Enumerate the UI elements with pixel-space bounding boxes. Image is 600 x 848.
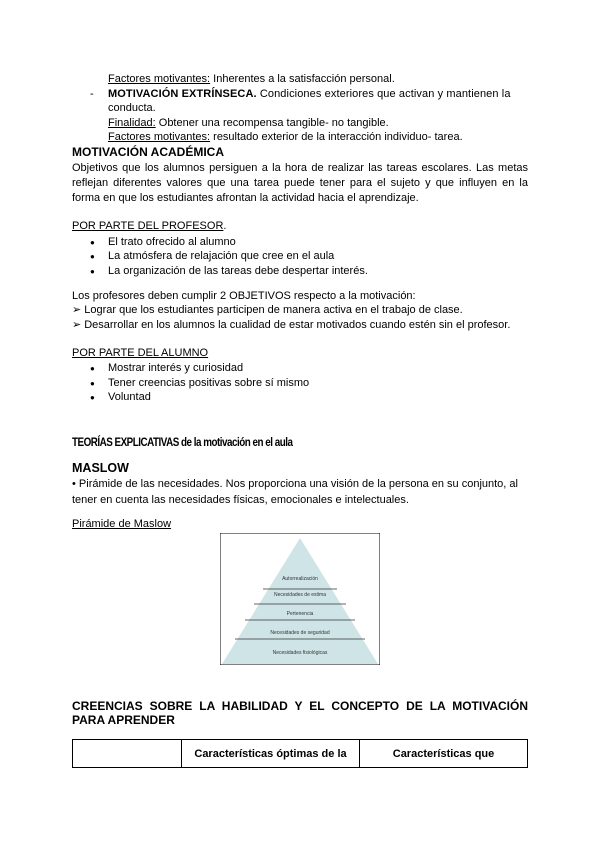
factores-motivantes-text: Inherentes a la satisfacción personal. <box>210 73 395 85</box>
finalidad-label: Finalidad: <box>108 117 156 129</box>
finalidad-text: Obtener una recompensa tangible- no tangible. <box>155 117 389 129</box>
factores-motivantes-line <box>108 72 395 86</box>
teorias-title: TEORÍAS EXPLICATIVAS de la motivación en el aula <box>72 435 293 449</box>
pyramid-level-label: Necesidades de estima <box>274 592 326 598</box>
objetivo-item: ➢ Lograr que los estudiantes participen de manera activa en el trabajo de clase. <box>72 303 463 317</box>
table-header-cell: Características que <box>360 740 528 768</box>
pyramid-level-label: Necesidades de seguridad <box>270 630 330 636</box>
extrinseca-text: Condiciones exteriores que activan y mantienen la <box>256 88 511 100</box>
maslow-pyramid <box>220 533 380 665</box>
profesor-item: ● El trato ofrecido al alumno <box>108 235 236 249</box>
profesor-item: ● La organización de las tareas debe despertar interés. <box>108 264 368 278</box>
creencias-title-line1: CREENCIAS SOBRE LA HABILIDAD Y EL CONCEPTO DE LA MOTIVACIÓN <box>72 699 528 713</box>
extrinseca-label: MOTIVACIÓN EXTRÍNSECA. <box>108 88 257 100</box>
table-row <box>73 740 528 768</box>
maslow-bullet: • <box>72 478 76 490</box>
extrinseca-continuation: conducta. <box>108 102 156 114</box>
profesor-item: ● La atmósfera de relajación que cree en el aula <box>108 249 334 263</box>
table-header-cell <box>73 740 182 768</box>
finalidad-line <box>108 116 389 130</box>
maslow-title: MASLOW <box>72 461 129 475</box>
list-dash: - <box>90 88 94 100</box>
alumno-item: ● Mostrar interés y curiosidad <box>108 361 243 375</box>
factores-motivantes-2-text: resultado exterior de la interacción individuo- tarea. <box>210 131 463 143</box>
creencias-table <box>72 739 528 768</box>
objetivos-intro: Los profesores deben cumplir 2 OBJETIVOS respecto a la motivación: <box>72 290 416 302</box>
creencias-title <box>72 699 528 727</box>
factores-motivantes-2-label: Factores motivantes: <box>108 131 211 143</box>
alumno-item: ● Voluntad <box>108 390 151 404</box>
creencias-title-line2: PARA APRENDER <box>72 713 175 727</box>
profesor-title <box>72 219 226 233</box>
factores-motivantes-label: Factores motivantes: <box>108 73 211 85</box>
alumno-item: ● Tener creencias positivas sobre sí mismo <box>108 376 309 390</box>
pyramid-level-label: Pertenencia <box>286 611 314 617</box>
maslow-paragraph-text: Pirámide de las necesidades. Nos proporciona una visión de la persona en su conjunto, al tener en cuenta las necesidades físicas, emocionales e intelectuales. <box>72 478 518 506</box>
profesor-title-text: POR PARTE DEL PROFESOR <box>72 220 224 232</box>
pyramid-level-label: Autorrealización <box>282 576 318 582</box>
pyramid-level-label: Necesidades fisiológicas <box>272 650 328 656</box>
academica-paragraph: Objetivos que los alumnos persiguen a la hora de realizar las tareas escolares. Las metas reflejan diferentes valores que una tarea puede tener para el sujeto y que influyen en la forma en que los estudiantes afrontan la actividad hacia el aprendizaje. <box>72 162 528 204</box>
academica-title: MOTIVACIÓN ACADÉMICA <box>72 145 224 159</box>
objetivo-item: ➢ Desarrollar en los alumnos la cualidad de estar motivados cuando estén sin el profesor. <box>72 318 510 332</box>
alumno-title: POR PARTE DEL ALUMNO <box>72 347 209 359</box>
maslow-figure-caption: Pirámide de Maslow <box>72 518 172 530</box>
maslow-paragraph <box>72 476 528 508</box>
table-header-cell: Características óptimas de la <box>182 740 360 768</box>
factores-motivantes-2-line <box>108 130 463 144</box>
extrinseca-line <box>108 87 528 101</box>
profesor-title-suffix: . <box>223 220 227 232</box>
